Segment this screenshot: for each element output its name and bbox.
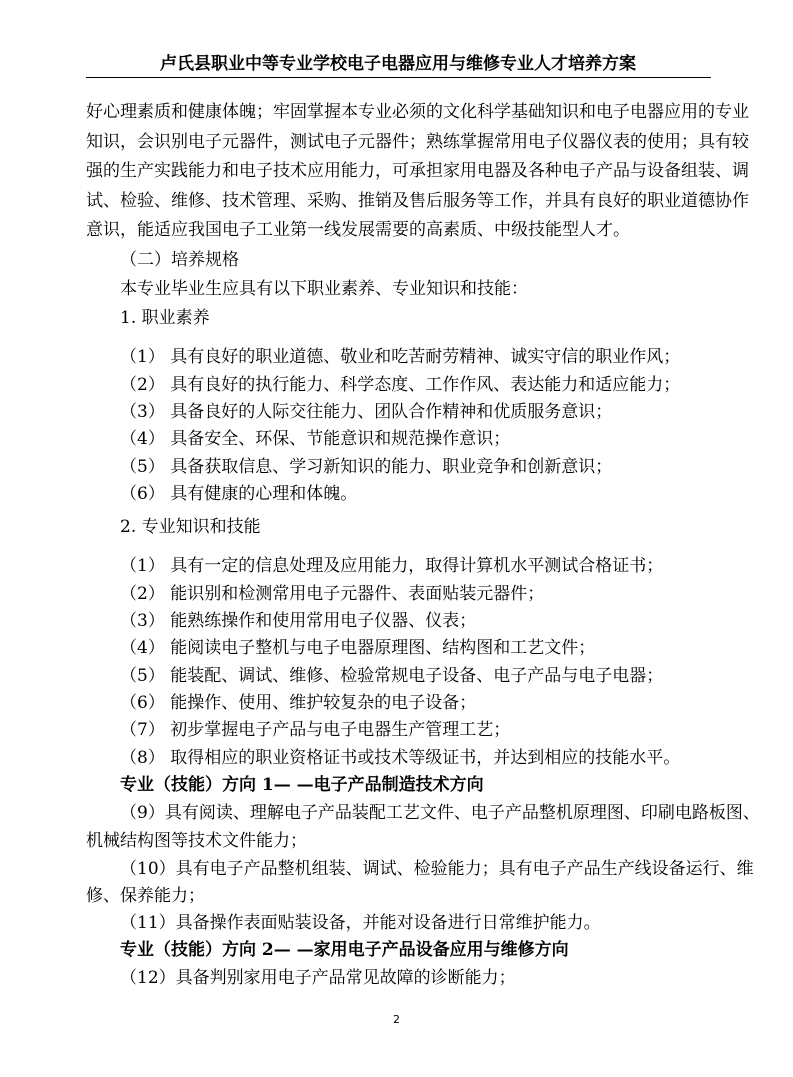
header-divider	[86, 77, 711, 78]
intro-line: 好心理素质和健康体魄；牢固掌握本专业必须的文化科学基础知识和电子电器应用的专业	[86, 102, 749, 122]
list-item: （5） 能装配、调试、维修、检验常规电子设备、电子产品与电子电器；	[120, 666, 664, 686]
list-item: （2） 能识别和检测常用电子元器件、表面贴装元器件；	[120, 584, 545, 604]
list-item: （6） 能操作、使用、维护较复杂的电子设备；	[120, 693, 477, 713]
list-item: （6） 具有健康的心理和体魄。	[120, 484, 358, 504]
direction-line: （9）具有阅读、理解电子产品装配工艺文件、电子产品整机原理图、印刷电路板图、	[120, 803, 760, 823]
list-item: （1） 具有良好的职业道德、敬业和吃苦耐劳精神、诚实守信的职业作风；	[120, 347, 681, 367]
direction-line: （10）具有电子产品整机组装、调试、检验能力；具有电子产品生产线设备运行、维	[120, 859, 754, 879]
intro-line: 知识，会识别电子元器件，测试电子元器件；熟练掌握常用电子仪器仪表的使用；具有较	[86, 132, 749, 152]
list-item: （3） 能熟练操作和使用常用电子仪器、仪表；	[120, 611, 477, 631]
intro-line: 试、检验、维修、技术管理、采购、推销及售后服务等工作，并具有良好的职业道德协作	[86, 191, 749, 211]
list-item: （7） 初步掌握电子产品与电子电器生产管理工艺；	[120, 720, 511, 740]
direction-line: 修、保养能力；	[86, 886, 205, 906]
direction-line: （11）具备操作表面贴装设备，并能对设备进行日常维护能力。	[120, 913, 601, 933]
list-item: （4） 具备安全、环保、节能意识和规范操作意识；	[120, 429, 511, 449]
section-heading: （二）培养规格	[120, 250, 239, 270]
list-item: （2） 具有良好的执行能力、科学态度、工作作风、表达能力和适应能力；	[120, 375, 681, 395]
intro-line: 强的生产实践能力和电子技术应用能力，可承担家用电器及各种电子产品与设备组装、调	[86, 161, 749, 181]
page-header-title: 卢氏县职业中等专业学校电子电器应用与维修专业人才培养方案	[160, 54, 636, 74]
direction-line: 机械结构图等技术文件能力；	[86, 831, 307, 851]
direction-line: （12）具备判别家用电子产品常见故障的诊断能力；	[120, 968, 516, 988]
direction-heading: 专业（技能）方向 2— —家用电子产品设备应用与维修方向	[120, 940, 569, 960]
list-item: （1） 具有一定的信息处理及应用能力，取得计算机水平测试合格证书；	[120, 556, 664, 576]
list-item: （5） 具备获取信息、学习新知识的能力、职业竞争和创新意识；	[120, 457, 613, 477]
list-item: （8） 取得相应的职业资格证书或技术等级证书，并达到相应的技能水平。	[120, 748, 681, 768]
intro-line: 意识，能适应我国电子工业第一线发展需要的高素质、中级技能型人才。	[86, 220, 630, 240]
subsection-heading: 2. 专业知识和技能	[120, 517, 261, 537]
page-number: 2	[393, 1013, 400, 1026]
direction-heading: 专业（技能）方向 1— —电子产品制造技术方向	[120, 775, 484, 795]
list-item: （4） 能阅读电子整机与电子电器原理图、结构图和工艺文件；	[120, 638, 596, 658]
subsection-heading: 1. 职业素养	[120, 308, 210, 328]
list-item: （3） 具备良好的人际交往能力、团队合作精神和优质服务意识；	[120, 402, 613, 422]
section-intro: 本专业毕业生应具有以下职业素养、专业知识和技能：	[120, 279, 528, 299]
